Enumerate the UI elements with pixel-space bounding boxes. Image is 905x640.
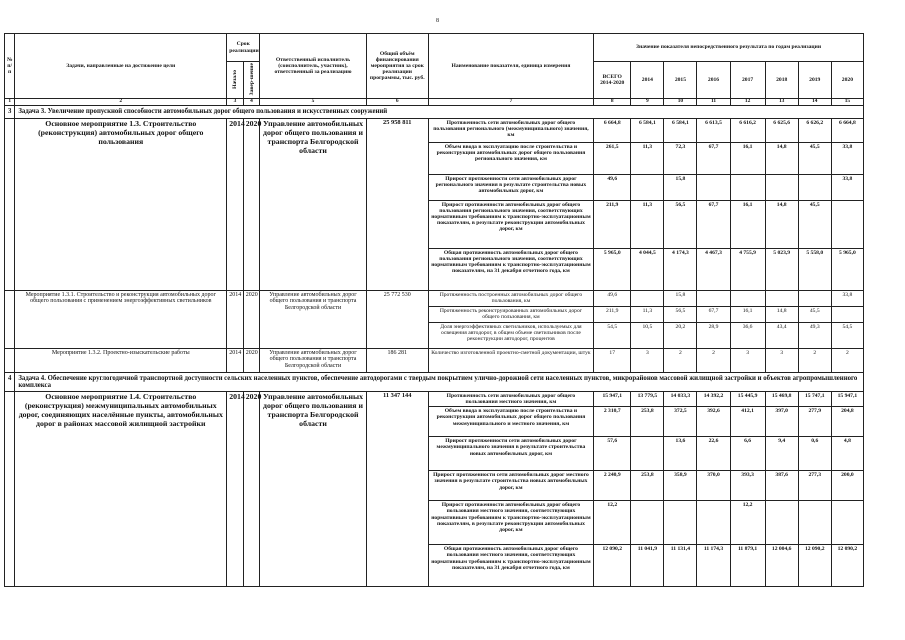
value-total: 5 965,0 bbox=[594, 248, 631, 290]
value-cell: 397,0 bbox=[765, 407, 798, 437]
value-cell: 6 584,1 bbox=[631, 118, 664, 142]
event-start: 2014 bbox=[227, 290, 244, 348]
value-cell: 45,5 bbox=[798, 142, 831, 174]
row-number bbox=[5, 392, 15, 587]
value-cell: 11 879,1 bbox=[730, 545, 765, 587]
value-cell bbox=[664, 501, 697, 545]
value-cell: 67,7 bbox=[697, 142, 730, 174]
column-number: 6 bbox=[366, 99, 428, 106]
value-total: 49,6 bbox=[594, 290, 631, 306]
measure-end: 2020 bbox=[243, 392, 260, 587]
header-year: 2020 bbox=[831, 62, 863, 99]
header-indicator: Наименование показателя, единица измерения bbox=[428, 34, 593, 99]
table-row bbox=[5, 348, 864, 372]
row-number bbox=[5, 118, 15, 290]
value-cell: 28,9 bbox=[697, 322, 730, 348]
column-number: 11 bbox=[697, 99, 730, 106]
value-cell: 2 bbox=[798, 348, 831, 372]
value-cell: 370,0 bbox=[697, 471, 730, 501]
column-number: 13 bbox=[765, 99, 798, 106]
value-cell: 33,8 bbox=[831, 142, 863, 174]
value-cell bbox=[631, 174, 664, 200]
indicator-name: Прирост протяженности сети автомобильных дорог местного значения в результате строительства новых автомобильных дорог, км bbox=[428, 471, 593, 501]
measure-start: 2014 bbox=[227, 118, 244, 290]
value-cell: 36,6 bbox=[730, 322, 765, 348]
value-cell: 2 bbox=[831, 348, 863, 372]
value-cell bbox=[765, 290, 798, 306]
value-total: 17 bbox=[594, 348, 631, 372]
value-cell: 10,5 bbox=[631, 322, 664, 348]
value-cell: 3 bbox=[631, 348, 664, 372]
column-number: 14 bbox=[798, 99, 831, 106]
header-values: Значение показателя непосредственного результата по годам реализации bbox=[594, 34, 864, 62]
value-cell: 11 131,4 bbox=[664, 545, 697, 587]
header-year: 2019 bbox=[798, 62, 831, 99]
value-cell bbox=[697, 290, 730, 306]
value-cell: 5 965,0 bbox=[831, 248, 863, 290]
value-cell: 33,8 bbox=[831, 290, 863, 306]
value-cell: 45,5 bbox=[798, 200, 831, 248]
indicator-name: Общая протяженность автомобильных дорог общего пользования регионального значения, соответствующих нормативным требованиям к транспортно-эксплуатационным показателям, на 31 декабря отчетного года, км bbox=[428, 248, 593, 290]
measure-executor: Управление автомобильных дорог общего пользования и транспорта Белгородской области bbox=[260, 118, 366, 290]
value-cell: 11,3 bbox=[631, 306, 664, 322]
column-number: 15 bbox=[831, 99, 863, 106]
indicator-name: Протяженность сети автомобильных дорог общего пользования местного значения, км bbox=[428, 392, 593, 407]
value-cell bbox=[798, 501, 831, 545]
header-executor: Ответственный исполнитель (соисполнитель, участник), ответственный за реализацию bbox=[260, 34, 366, 99]
value-cell: 4 755,9 bbox=[730, 248, 765, 290]
header-year: 2015 bbox=[664, 62, 697, 99]
value-cell bbox=[631, 290, 664, 306]
value-cell: 15 445,9 bbox=[730, 392, 765, 407]
value-total: 211,9 bbox=[594, 200, 631, 248]
indicator-name: Общая протяженность автомобильных дорог общего пользования местного значения, соответствующих нормативным требованиям к транспортно-эксплуатационным показателям, на 31 декабря отчетного года, км bbox=[428, 545, 593, 587]
value-cell: 16,1 bbox=[730, 200, 765, 248]
column-number: 2 bbox=[15, 99, 227, 106]
value-cell: 13,6 bbox=[664, 437, 697, 471]
value-cell: 412,1 bbox=[730, 407, 765, 437]
value-cell: 6 616,2 bbox=[730, 118, 765, 142]
value-cell: 3 bbox=[765, 348, 798, 372]
event-end: 2020 bbox=[243, 290, 260, 348]
value-cell: 49,3 bbox=[798, 322, 831, 348]
value-cell: 11 174,3 bbox=[697, 545, 730, 587]
header-end: Завер-шение bbox=[243, 62, 260, 99]
value-cell: 14,8 bbox=[765, 142, 798, 174]
value-cell bbox=[765, 501, 798, 545]
value-cell: 3 bbox=[730, 348, 765, 372]
value-cell: 15,8 bbox=[664, 290, 697, 306]
value-cell: 2 bbox=[697, 348, 730, 372]
header-year: 2018 bbox=[765, 62, 798, 99]
event-end: 2020 bbox=[243, 348, 260, 372]
measure-financing: 25 958 811 bbox=[366, 118, 428, 290]
value-cell: 6 584,1 bbox=[664, 118, 697, 142]
value-cell: 14 392,2 bbox=[697, 392, 730, 407]
value-cell: 12,2 bbox=[730, 501, 765, 545]
value-cell: 20,2 bbox=[664, 322, 697, 348]
value-total: 211,9 bbox=[594, 306, 631, 322]
row-number bbox=[5, 290, 15, 348]
value-cell: 15 947,1 bbox=[831, 392, 863, 407]
value-cell: 16,1 bbox=[730, 306, 765, 322]
value-cell: 358,9 bbox=[664, 471, 697, 501]
task-number: 4 bbox=[5, 372, 15, 392]
value-cell: 56,5 bbox=[664, 200, 697, 248]
value-total: 6 664,8 bbox=[594, 118, 631, 142]
value-total: 54,5 bbox=[594, 322, 631, 348]
value-cell: 6 625,6 bbox=[765, 118, 798, 142]
event-executor: Управление автомобильных дорог общего пользования и транспорта Белгородской области bbox=[260, 290, 366, 348]
program-table bbox=[4, 33, 864, 587]
value-cell: 0,6 bbox=[798, 437, 831, 471]
indicator-name: Прирост протяженности автомобильных дорог общего пользования регионального значения, соответствующих нормативным требованиям к транспортно-эксплуатационным показателям, в результате реконструкции автомобильных дорог, км bbox=[428, 200, 593, 248]
header-term: Срок реализации bbox=[227, 34, 260, 62]
measure-start: 2014 bbox=[227, 392, 244, 587]
value-cell: 22,6 bbox=[697, 437, 730, 471]
value-total: 2 240,9 bbox=[594, 471, 631, 501]
measure-executor: Управление автомобильных дорог общего пользования и транспорта Белгородской области bbox=[260, 392, 366, 587]
value-cell: 392,6 bbox=[697, 407, 730, 437]
value-total: 2 310,7 bbox=[594, 407, 631, 437]
value-total: 12,2 bbox=[594, 501, 631, 545]
value-cell bbox=[631, 501, 664, 545]
value-cell: 11 041,9 bbox=[631, 545, 664, 587]
value-cell: 67,7 bbox=[697, 306, 730, 322]
header-year: 2014 bbox=[631, 62, 664, 99]
value-cell: 13 779,5 bbox=[631, 392, 664, 407]
page-number: 8 bbox=[436, 18, 439, 24]
task-number: 3 bbox=[5, 106, 15, 118]
value-cell: 372,5 bbox=[664, 407, 697, 437]
indicator-name: Прирост протяженности автомобильных дорог общего пользования местного значения, соответствующих нормативным требованиям к транспортно-эксплуатационным показателям, в результате реконструкции автомобильных дорог, км bbox=[428, 501, 593, 545]
task-title: Задача 4. Обеспечение круглогодичной транспортной доступности сельских населенных пунктов, обеспечение автодорогами с твердым покрытием улично-дорожной сети населенных пунктов, микрорайонов массовой жилищной застройки и объектов агропромышленного комплекса bbox=[15, 372, 864, 392]
value-cell bbox=[798, 290, 831, 306]
column-number: 4 bbox=[243, 99, 260, 106]
value-cell: 4 467,3 bbox=[697, 248, 730, 290]
measure-end: 2020 bbox=[243, 118, 260, 290]
value-cell: 387,6 bbox=[765, 471, 798, 501]
indicator-name: Протяженность реконструированных автомобильных дорог общего пользования, км bbox=[428, 306, 593, 322]
event-financing: 186 281 bbox=[366, 348, 428, 372]
table-header bbox=[5, 34, 864, 106]
value-total: 261,5 bbox=[594, 142, 631, 174]
value-cell: 67,7 bbox=[697, 200, 730, 248]
value-cell: 253,8 bbox=[631, 407, 664, 437]
task-row bbox=[5, 106, 864, 118]
header-year-total: ВСЕГО 2014-2020 bbox=[594, 62, 631, 99]
value-cell: 5 558,0 bbox=[798, 248, 831, 290]
value-cell: 33,8 bbox=[831, 174, 863, 200]
value-total: 57,6 bbox=[594, 437, 631, 471]
column-numbers-row bbox=[5, 99, 864, 106]
value-total: 12 090,2 bbox=[594, 545, 631, 587]
value-cell: 11,3 bbox=[631, 200, 664, 248]
value-cell: 204,8 bbox=[831, 407, 863, 437]
value-cell: 11,3 bbox=[631, 142, 664, 174]
indicator-name: Протяженность сети автомобильных дорог общего пользования регионального (межмуниципального) значения, км bbox=[428, 118, 593, 142]
measure-name: Основное мероприятие 1.4. Строительство (реконструкция) межмуниципальных автомобильных дорог, соединяющих населённые пункты, автомобильных дорог в районах массовой жилищной застройки bbox=[15, 392, 227, 587]
value-cell bbox=[765, 174, 798, 200]
value-cell bbox=[798, 174, 831, 200]
header-year: 2017 bbox=[730, 62, 765, 99]
value-cell: 15 469,8 bbox=[765, 392, 798, 407]
task-title: Задача 3. Увеличение пропускной способности автомобильных дорог общего пользования и искусственных сооружений bbox=[15, 106, 864, 118]
value-cell: 43,4 bbox=[765, 322, 798, 348]
indicator-name: Количество изготовленной проектно-сметной документации, штук bbox=[428, 348, 593, 372]
value-cell: 72,3 bbox=[664, 142, 697, 174]
value-cell: 12 090,2 bbox=[798, 545, 831, 587]
value-cell bbox=[831, 200, 863, 248]
column-number: 12 bbox=[730, 99, 765, 106]
task-row bbox=[5, 372, 864, 392]
event-start: 2014 bbox=[227, 348, 244, 372]
value-cell: 14,8 bbox=[765, 200, 798, 248]
value-cell: 45,5 bbox=[798, 306, 831, 322]
value-cell: 15,8 bbox=[664, 174, 697, 200]
value-cell: 14 033,3 bbox=[664, 392, 697, 407]
value-cell: 393,3 bbox=[730, 471, 765, 501]
table-row bbox=[5, 290, 864, 306]
value-cell: 54,5 bbox=[831, 322, 863, 348]
value-cell: 5 023,9 bbox=[765, 248, 798, 290]
value-cell: 9,4 bbox=[765, 437, 798, 471]
value-cell: 200,0 bbox=[831, 471, 863, 501]
value-cell bbox=[697, 501, 730, 545]
header-financing: Общий объём финансирования мероприятия за срок реализации программы, тыс. руб. bbox=[366, 34, 428, 99]
value-cell: 2 bbox=[664, 348, 697, 372]
column-number: 5 bbox=[260, 99, 366, 106]
measure-name: Основное мероприятие 1.3. Строительство (реконструкция) автомобильных дорог общего пользования bbox=[15, 118, 227, 290]
row-number bbox=[5, 348, 15, 372]
value-cell: 56,5 bbox=[664, 306, 697, 322]
event-executor: Управление автомобильных дорог общего пользования и транспорта Белгородской области bbox=[260, 348, 366, 372]
header-start: Начало bbox=[227, 62, 244, 99]
value-cell: 4,8 bbox=[831, 437, 863, 471]
indicator-name: Доля энергоэффективных светильников, используемых для освещения автодорог, в общем объеме светильников после реконструкции автодорог, процентов bbox=[428, 322, 593, 348]
value-cell bbox=[697, 174, 730, 200]
value-cell: 6 626,2 bbox=[798, 118, 831, 142]
value-cell bbox=[831, 306, 863, 322]
indicator-name: Объем ввода в эксплуатацию после строительства и реконструкции автомобильных дорог общего пользования межмуниципального и местного значения, км bbox=[428, 407, 593, 437]
indicator-name: Прирост протяженности сети автомобильных дорог регионального значения в результате строительства новых автомобильных дорог, км bbox=[428, 174, 593, 200]
value-cell: 253,8 bbox=[631, 471, 664, 501]
table-row bbox=[5, 392, 864, 407]
column-number: 9 bbox=[631, 99, 664, 106]
value-cell: 277,3 bbox=[798, 471, 831, 501]
table-row bbox=[5, 118, 864, 142]
value-total: 49,6 bbox=[594, 174, 631, 200]
value-cell: 4 174,3 bbox=[664, 248, 697, 290]
indicator-name: Протяженность построенных автомобильных дорог общего пользования, км bbox=[428, 290, 593, 306]
value-cell bbox=[730, 290, 765, 306]
measure-financing: 11 347 144 bbox=[366, 392, 428, 587]
header-year: 2016 bbox=[697, 62, 730, 99]
value-cell bbox=[631, 437, 664, 471]
value-cell bbox=[730, 174, 765, 200]
event-name: Мероприятие 1.3.1. Строительство и реконструкция автомобильных дорог общего пользования с применением энергоэффективных светильников bbox=[15, 290, 227, 348]
value-cell: 6 613,5 bbox=[697, 118, 730, 142]
column-number: 7 bbox=[428, 99, 593, 106]
column-number: 10 bbox=[664, 99, 697, 106]
value-cell: 12 004,6 bbox=[765, 545, 798, 587]
column-number: 1 bbox=[5, 99, 15, 106]
column-number: 8 bbox=[594, 99, 631, 106]
value-cell: 4 044,5 bbox=[631, 248, 664, 290]
indicator-name: Прирост протяженности сети автомобильных дорог межмуниципального значения в результате строительства новых автомобильных дорог, км bbox=[428, 437, 593, 471]
value-cell: 6 664,8 bbox=[831, 118, 863, 142]
column-number: 3 bbox=[227, 99, 244, 106]
value-total: 15 947,1 bbox=[594, 392, 631, 407]
indicator-name: Объем ввода в эксплуатацию после строительства и реконструкции автомобильных дорог общего пользования регионального значения, км bbox=[428, 142, 593, 174]
value-cell: 277,9 bbox=[798, 407, 831, 437]
value-cell bbox=[831, 501, 863, 545]
event-name: Мероприятие 1.3.2. Проектно-изыскательские работы bbox=[15, 348, 227, 372]
header-no: № п/п bbox=[5, 34, 15, 99]
event-financing: 25 772 530 bbox=[366, 290, 428, 348]
value-cell: 12 090,2 bbox=[831, 545, 863, 587]
value-cell: 14,8 bbox=[765, 306, 798, 322]
value-cell: 16,1 bbox=[730, 142, 765, 174]
value-cell: 15 747,1 bbox=[798, 392, 831, 407]
header-task: Задачи, направленные на достижение цели bbox=[15, 34, 227, 99]
value-cell: 6,6 bbox=[730, 437, 765, 471]
